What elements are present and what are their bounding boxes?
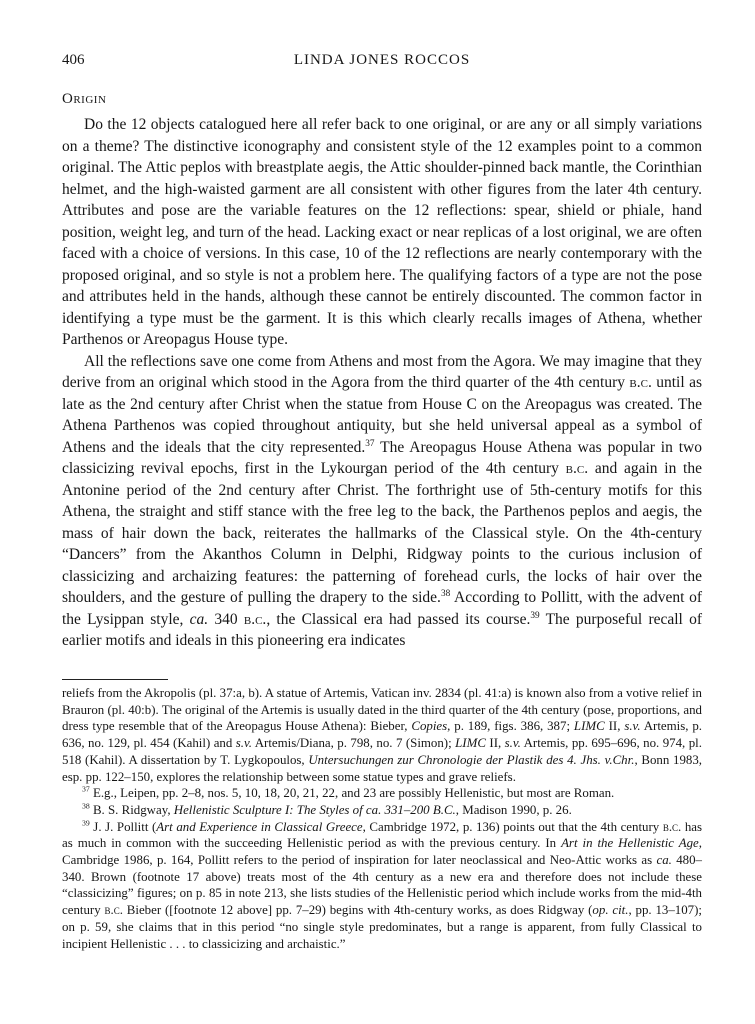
footnotes [62,685,702,952]
paragraph-2: All the reflections save one come from Athens and most from the Agora. We may imagine that they derive from an original which stood in the Agora from the third quarter of the 4th century b.c. until as late as the 2nd century after Christ when the statue from House C on the Areopagus was created. The Athena Parthenos was copied throughout antiquity, but she held universal appeal as a symbol of Athens and the ideals that the city represented.$^{37}$ The Areopagus House Athena was popular in two classicizing revival epochs, first in the Lykourgan period of the 4th century b.c. and again in the Antonine period of the 2nd century after Christ. The forthright use of 5th-century motifs for this Athena, the straight and stiff stance with the free leg to the back, the Parthenos peplos and aegis, the mass of hair down the back, reiterates the hallmarks of the Classical style. On the 4th-century “Dancers” from the Akanthos Column in Delphi, Ridgway points to the curious inclusion of classicizing and archaizing features: the patterning of forehead curls, the locks of hair over the shoulders, and the gesture of pulling the drapery to the side.$^{38}$ According to Pollitt, with the advent of the Lysippan style, ca. 340 b.c., the Classical era had passed its course.$^{39}$ The purposeful recall of earlier motifs and ideals in this pioneering era indicates [62,352,703,649]
bc-abbrev: b.c. [565,460,589,477]
footnote-39: $^{39}$ J. J. Pollitt (Art and Experience in Classical Greece, Cambridge 1972, p. 136) points out that the 4th century b.c. has as much in common with the succeeding Hellenistic period as with the previous century. In Art in the Hellenistic Age, Cambridge 1986, p. 164, Pollitt refers to the period of inspiration for later neoclassical and Neo-Attic works as ca. 480–340. Brown (footnote 17 above) treats most of the 4th century as a new era and therefore does not include these “classicizing” figures; on p. 85 in note 213, she lists studies of the Hellenistic period which include works from the mid-4th century b.c. Bieber ([footnote 12 above] pp. 7–29) begins with 4th-century works, as does Ridgway (op. cit., pp. 13–107); on p. 59, she claims that in this period “no single style predominates, but a range is apparent, from fully Classical to incipient Hellenistic . . . to classicizing and archaistic.” [62,818,703,951]
bc-abbrev: b.c. [243,610,267,628]
running-head [62,52,702,70]
footnote-38: $^{38}$ B. S. Ridgway, Hellenistic Sculpture I: The Styles of ca. 331–200 B.C., Madison 1990, p. 26. [82,801,572,817]
footnote-number: 39 [82,818,90,828]
footnote-ref-38[interactable]: 38 [440,588,451,599]
footnote-ref-39[interactable]: 39 [530,610,540,621]
footnote-continuation: reliefs from the Akropolis (pl. 37:a, b). A statue of Artemis, Vatican inv. 2834 (pl. 41:a) is known also from a votive relief in Brauron (pl. 40:b). The original of the Artemis is usually dated in the third quarter of the 4th century (pose, proportions, and dress type resemble that of the Areopagus House Athena): Bieber, Copies, p. 189, figs. 386, 387; LIMC II, s.v. Artemis, p. 636, no. 129, pl. 454 (Kahil) and s.v. Artemis/Diana, p. 798, no. 7 (Simon); LIMC II, s.v. Artemis, pp. 695–696, no. 974, pl. 518 (Kahil). A dissertation by T. Lygkopoulos, Untersuchungen zur Chronologie der Plastik des 4. Jhs. v.Chr., Bonn 1983, esp. pp. 122–150, explores the relationship between some statue types and grave reliefs. [62,686,703,784]
footnote-separator [62,679,168,680]
footnote-ref-37[interactable]: 37 [365,438,375,449]
running-head-author: LINDA JONES ROCCOS [293,52,471,68]
footnote-number: 38 [82,801,90,811]
footnote-37: $^{37}$ E.g., Leipen, pp. 2–8, nos. 5, 10, 18, 20, 21, 22, and 23 are possibly Hellenistic, but most are Roman. [82,784,615,801]
body-text [62,114,702,652]
paragraph-1: Do the 12 objects catalogued here all refer back to one original, or are any or all simply variations on a theme? The distinctive iconography and consistent style of the 12 examples point to a common original. The Attic peplos with breastplate aegis, the Attic shoulder-pinned back mantle, the Corinthian helmet, and the high-waisted garment are all consistent with other figures from the later 4th century. Attributes and pose are the variable features on the 12 reflections: spear, shield or phiale, hand position, weight leg, and turn of the head. Lacking exact or near replicas of a lost original, we are often faced with a choice of versions. In this case, 10 of the 12 reflections are nearly contemporary with the proposed original, and so style is not a problem here. The qualifying factors of a type are not the pose and attributes held in the hands, although these cannot be entirely discounted. The common factor in identifying a type must be the garment. It is this which clearly recalls images of Athena, whether Parthenos or Areopagus House type. [62,116,702,348]
bc-abbrev: b.c. [629,374,652,391]
section-heading: Origin [62,91,107,107]
page-number: 406 [62,52,85,68]
footnote-number: 37 [82,784,90,794]
circa-abbrev: ca. [189,610,209,628]
